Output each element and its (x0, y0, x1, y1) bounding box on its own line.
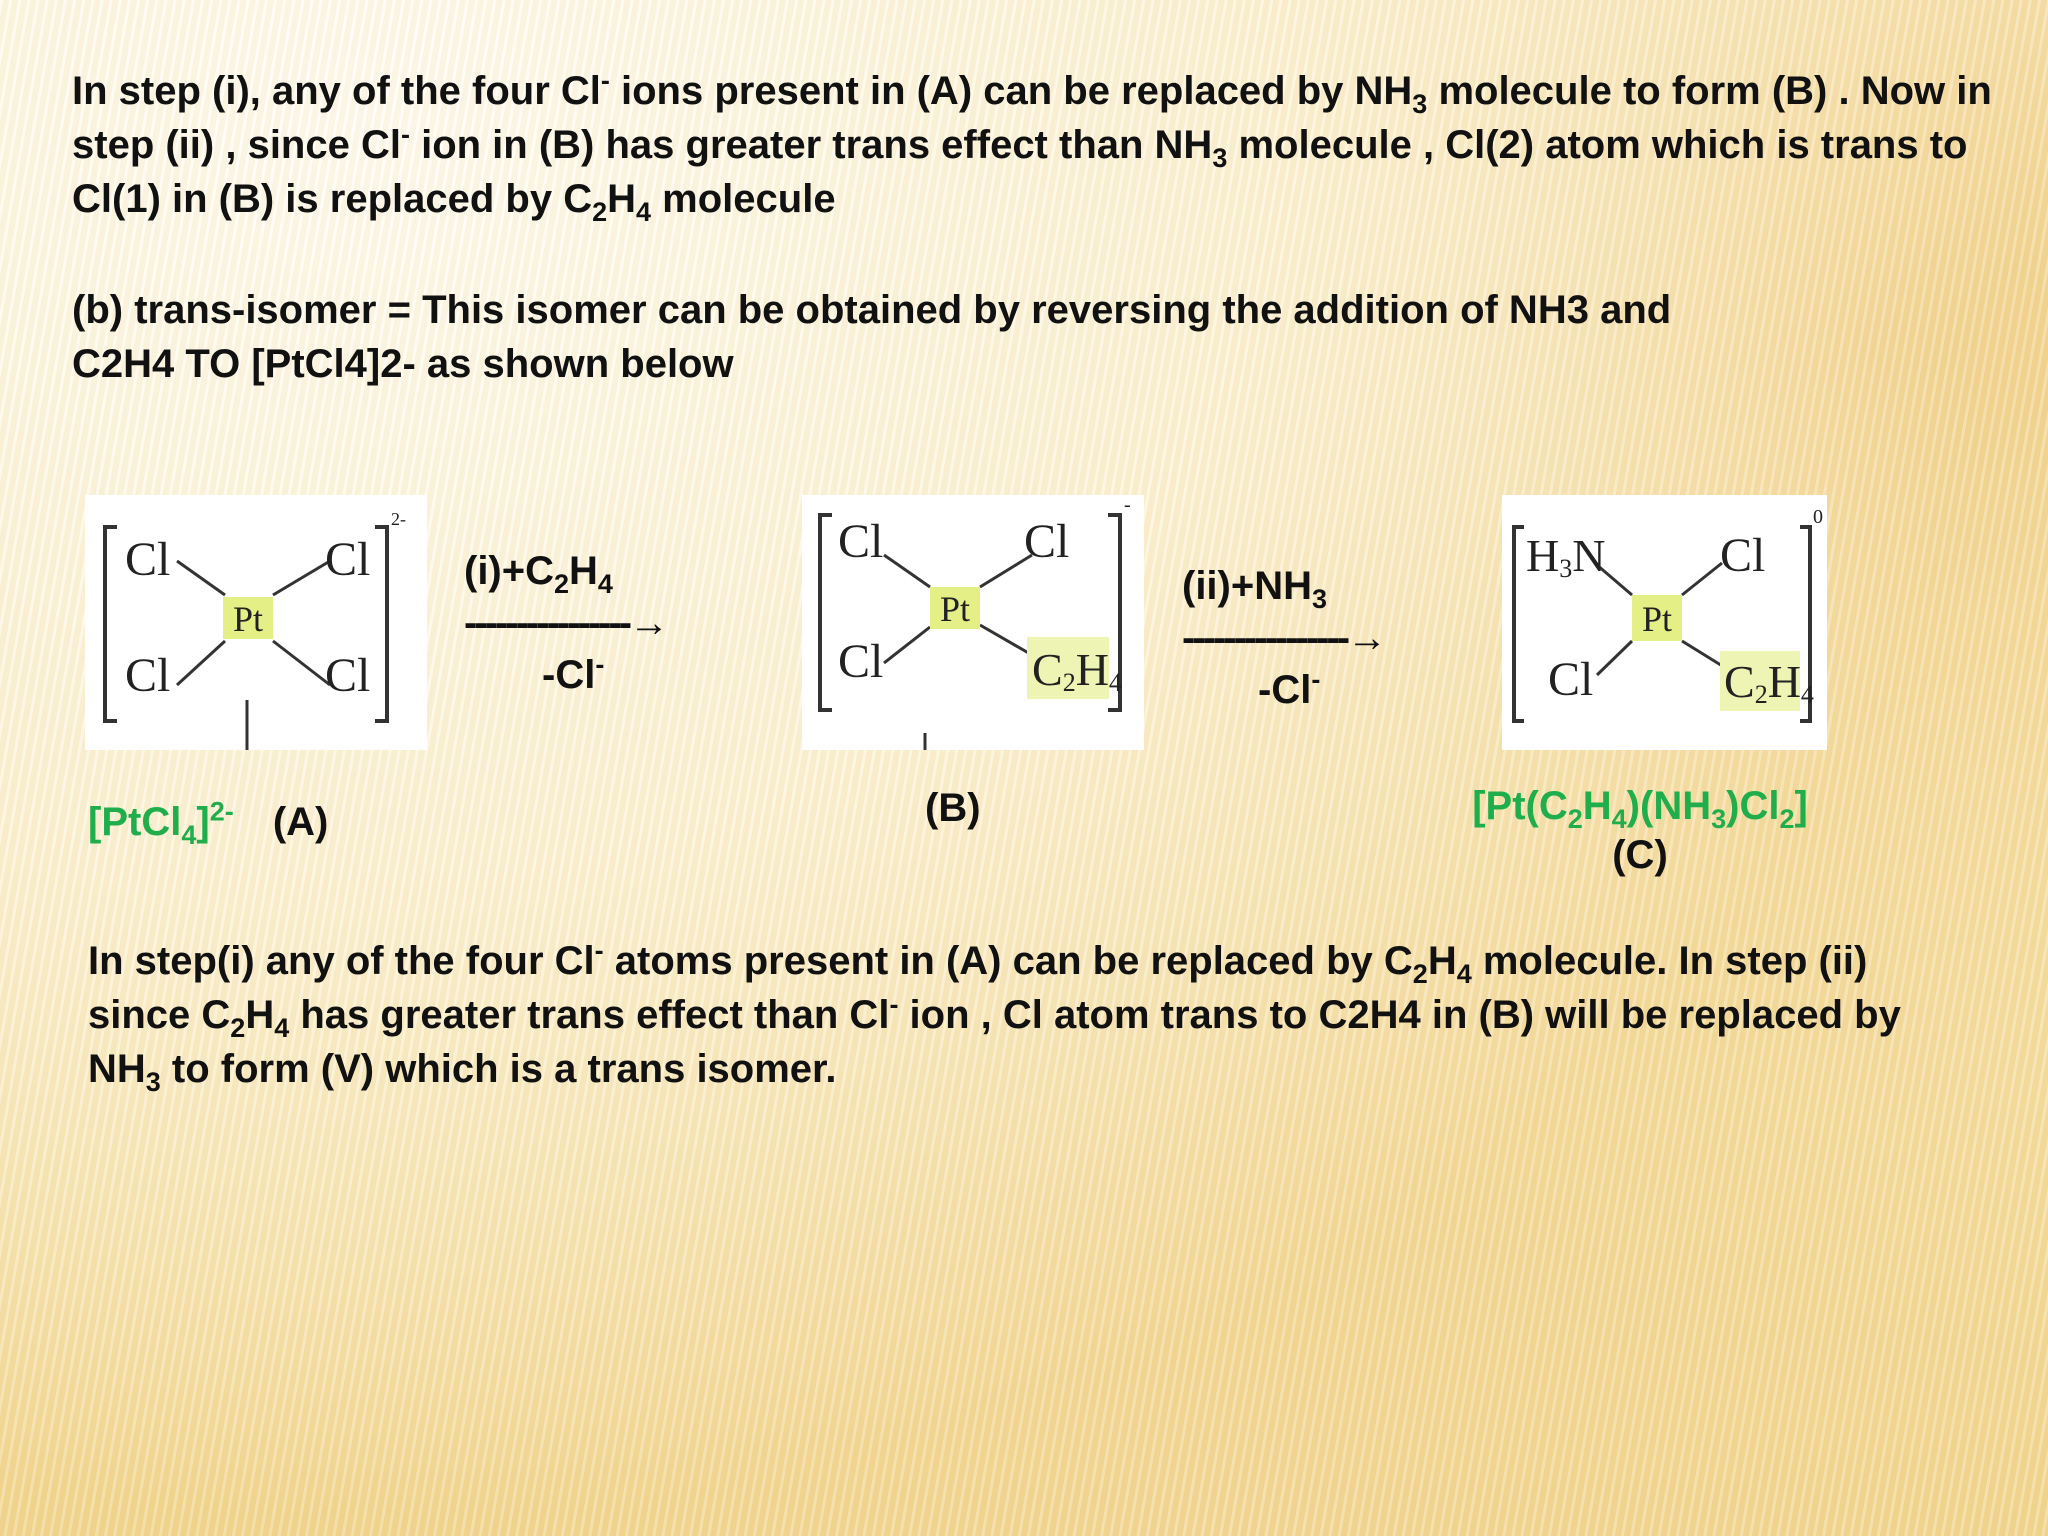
outro-text: atoms present in (A) can be replaced by C (603, 939, 1413, 983)
step1-loss-text: -Cl (542, 653, 596, 697)
outro-sub: 2 (230, 1013, 246, 1043)
step1-reagent-text: H (569, 549, 598, 593)
outro-text: has greater trans effect than Cl (289, 993, 890, 1037)
intro-text: H (607, 177, 637, 221)
label-a-tag: (A) (272, 800, 329, 844)
label-a-formula: [PtCl$_4$]$^{2-}$ (88, 796, 234, 850)
label-a (88, 796, 329, 850)
step1-reagent (464, 545, 744, 597)
outro-sub: 4 (274, 1013, 290, 1043)
outro-text: ion , Cl atom trans to C2H4 in (B) will be replaced by NH (88, 993, 1901, 1091)
step2-loss (1182, 664, 1482, 716)
step1-loss-sup: - (595, 649, 605, 680)
chloride-top-left: Cl (838, 515, 884, 568)
intro-sub: 3 (1212, 143, 1228, 173)
outro-sub: 3 (145, 1067, 161, 1097)
intro-sub: 4 (636, 197, 652, 227)
outro-sub: 2 (1412, 959, 1428, 989)
intro-text: In step (i), any of the four Cl (72, 69, 601, 113)
arrow-right-icon: → (629, 601, 667, 645)
step1-arrow (464, 597, 744, 649)
outro-sub: 4 (1456, 959, 1472, 989)
ethylene-ligand: C2H4 (1032, 644, 1122, 697)
structure-a-drawing (85, 495, 427, 750)
chloride-bottom-left: Cl (125, 649, 171, 702)
charge-label: - (1124, 495, 1131, 516)
label-c-tag: (C) (1612, 833, 1668, 877)
label-b (925, 786, 981, 831)
ethylene-ligand: C2H4 (1724, 656, 1814, 709)
outro-sup: - (889, 989, 899, 1020)
outro-sup: - (594, 935, 604, 966)
outro-text: In step(i) any of the four Cl (88, 939, 595, 983)
outro-text: molecule. In step (ii) since C (88, 939, 1868, 1037)
step1-dashes: ---------------- (464, 601, 630, 645)
structure-a-ptcl4 (85, 495, 427, 750)
label-c (1450, 784, 1830, 878)
platinum-atom: Pt (232, 599, 264, 639)
chloride-bottom-right: Cl (325, 649, 371, 702)
intro-text: ion in (B) has greater trans effect than NH (409, 123, 1213, 167)
chloride-bottom-left: Cl (838, 635, 884, 688)
intro-sub: 2 (592, 197, 608, 227)
step1-sub: 4 (597, 569, 613, 599)
outro-text: to form (V) which is a trans isomer. (160, 1047, 837, 1091)
chloride-top-left: Cl (125, 533, 171, 586)
intro-text: molecule to form (B) . Now in step (ii) , since Cl (72, 69, 1992, 167)
structure-b-intermediate (802, 495, 1144, 750)
step2-reagent (1182, 560, 1482, 612)
step2-loss-text: -Cl (1258, 668, 1312, 712)
trans-isomer-paragraph (72, 283, 1992, 391)
intro-paragraph (72, 64, 1992, 226)
chloride-top-right: Cl (1720, 529, 1766, 582)
chloride-bottom-left: Cl (1548, 653, 1594, 706)
structure-c-product (1502, 495, 1827, 750)
label-c-formula: $[Pt(C_2H_4)(NH_3)Cl_2]$ (1472, 784, 1808, 834)
step2-loss-sup: - (1311, 664, 1321, 695)
step1-reagent-text: (i)+C (464, 549, 554, 593)
structure-c-drawing (1502, 495, 1827, 750)
step1-sub: 2 (554, 569, 570, 599)
charge-label: 0 (1813, 506, 1823, 528)
intro-sup: - (600, 65, 610, 96)
step2-reagent-text: (ii)+NH (1182, 564, 1312, 608)
ammine-ligand: H3N (1526, 530, 1606, 583)
step2-sub: 3 (1312, 584, 1328, 614)
step2-arrow (1182, 612, 1482, 664)
intro-sub: 3 (1412, 89, 1428, 119)
trans-isomer-line2: C2H4 TO [PtCl4]2- as shown below (72, 342, 734, 386)
outro-paragraph (88, 934, 1918, 1096)
intro-text: ions present in (A) can be replaced by NH (609, 69, 1413, 113)
step2-dashes: ---------------- (1182, 616, 1348, 660)
structure-b-drawing (802, 495, 1144, 750)
arrow-right-icon: → (1347, 616, 1385, 660)
outro-text: H (1427, 939, 1457, 983)
step1-loss (464, 649, 744, 701)
intro-text: molecule (651, 177, 836, 221)
step2-reaction (1182, 560, 1482, 716)
chloride-top-right: Cl (1024, 515, 1070, 568)
chloride-top-right: Cl (325, 533, 371, 586)
label-b-tag: (B) (925, 786, 981, 830)
trans-isomer-line1: (b) trans-isomer = This isomer can be obtained by reversing the addition of NH3 and (72, 288, 1672, 332)
intro-text: molecule , Cl(2) atom which is trans to Cl(1) in (B) is replaced by C (72, 123, 1968, 221)
charge-label: 2- (391, 509, 406, 529)
step1-reaction (464, 545, 744, 701)
intro-sup: - (400, 119, 410, 150)
outro-text: H (245, 993, 275, 1037)
platinum-atom: Pt (939, 589, 971, 629)
platinum-atom: Pt (1641, 599, 1673, 639)
